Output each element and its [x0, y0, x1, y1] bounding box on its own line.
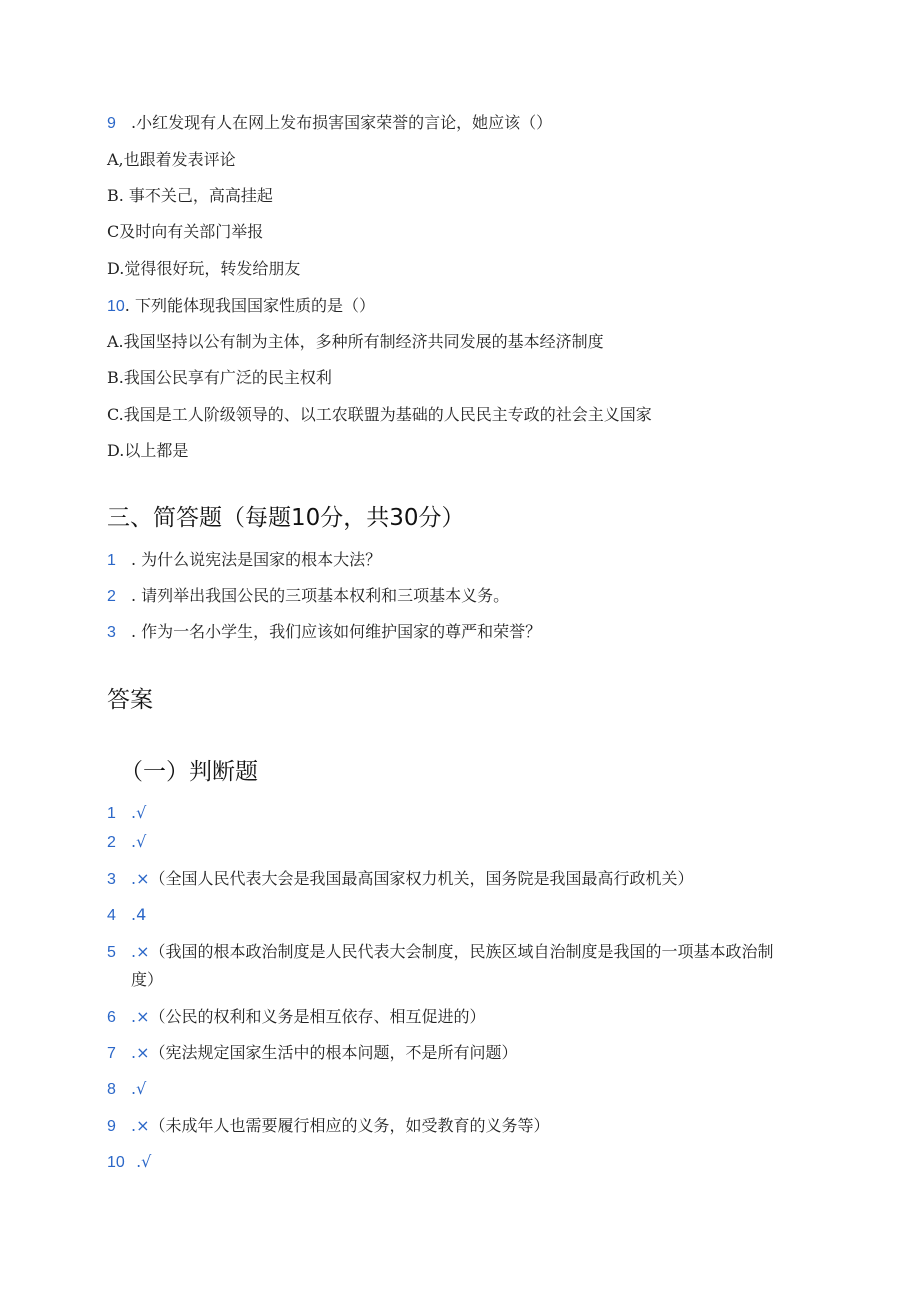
question-9	[107, 112, 552, 135]
option-c: C.我国是工人阶级领导的、以工农联盟为基础的人民民主专政的社会主义国家	[107, 405, 652, 424]
short-question-3	[107, 621, 541, 644]
short-question-2	[107, 585, 509, 608]
answer-mark: .√	[131, 803, 147, 822]
question-10	[107, 295, 375, 318]
question-number: 10	[107, 298, 125, 315]
answer-7	[107, 1042, 518, 1065]
answer-explanation: （未成年人也需要履行相应的义务，如受教育的义务等）	[149, 1116, 550, 1135]
answer-number: 10	[107, 1154, 125, 1171]
question-number: 3	[107, 624, 116, 641]
answer-number: 7	[107, 1045, 116, 1062]
answer-2	[107, 831, 146, 854]
answer-number: 3	[107, 871, 116, 888]
option-b: B. 事不关己，高高挂起	[107, 186, 273, 205]
answers-title: 答案	[107, 687, 153, 713]
answer-3	[107, 868, 694, 891]
answer-number: 6	[107, 1009, 116, 1026]
option-a: A,也跟着发表评论	[107, 150, 236, 169]
section-title: 三、简答题（每题10分，共30分）	[107, 505, 465, 531]
answer-explanation: （我国的根本政治制度是人民代表大会制度，民族区域自治制度是我国的一项基本政治制	[149, 942, 774, 961]
option-d: D.觉得很好玩，转发给朋友	[107, 259, 301, 278]
answer-mark: .×	[131, 942, 150, 961]
answer-mark: .×	[131, 869, 150, 888]
question-stem: .小红发现有人在网上发布损害国家荣誉的言论，她应该（）	[131, 113, 553, 132]
answer-5	[107, 941, 774, 964]
answers-subtitle: （一）判断题	[120, 759, 258, 785]
answer-mark: .×	[131, 1043, 150, 1062]
answer-mark: .4	[131, 905, 147, 924]
answer-10	[107, 1151, 151, 1174]
question-number: 1	[107, 552, 116, 569]
answer-mark: .√	[131, 1079, 147, 1098]
answer-mark: .√	[131, 1152, 152, 1171]
answer-number: 9	[107, 1118, 116, 1135]
answer-number: 1	[107, 805, 116, 822]
option-b: B.我国公民享有广泛的民主权利	[107, 368, 332, 387]
answer-explanation: （全国人民代表大会是我国最高国家权力机关，国务院是我国最高行政机关）	[149, 869, 694, 888]
answer-number: 4	[107, 907, 116, 924]
answer-mark: .√	[131, 832, 147, 851]
option-d: D.以上都是	[107, 441, 189, 460]
answer-explanation: （公民的权利和义务是相互依存、相互促进的）	[149, 1007, 486, 1026]
answer-number: 2	[107, 834, 116, 851]
option-c: C及时向有关部门举报	[107, 222, 264, 241]
question-text: . 为什么说宪法是国家的根本大法？	[131, 550, 382, 569]
answer-1	[107, 802, 146, 825]
answer-5-continuation: 度）	[131, 970, 164, 989]
answer-number: 8	[107, 1081, 116, 1098]
question-text: . 作为一名小学生，我们应该如何维护国家的尊严和荣誉？	[131, 622, 542, 641]
answer-number: 5	[107, 944, 116, 961]
option-a: A.我国坚持以公有制为主体，多种所有制经济共同发展的基本经济制度	[107, 332, 604, 351]
question-stem: . 下列能体现我国国家性质的是（）	[124, 296, 375, 315]
answer-6	[107, 1006, 486, 1029]
answer-9	[107, 1115, 550, 1138]
answer-mark: .×	[131, 1007, 150, 1026]
answer-mark: .×	[131, 1116, 150, 1135]
question-number: 9	[107, 115, 116, 132]
answer-8	[107, 1078, 146, 1101]
answer-4	[107, 904, 146, 927]
question-text: . 请列举出我国公民的三项基本权利和三项基本义务。	[131, 586, 510, 605]
question-number: 2	[107, 588, 116, 605]
short-question-1	[107, 549, 381, 572]
answer-explanation: （宪法规定国家生活中的根本问题，不是所有问题）	[149, 1043, 518, 1062]
